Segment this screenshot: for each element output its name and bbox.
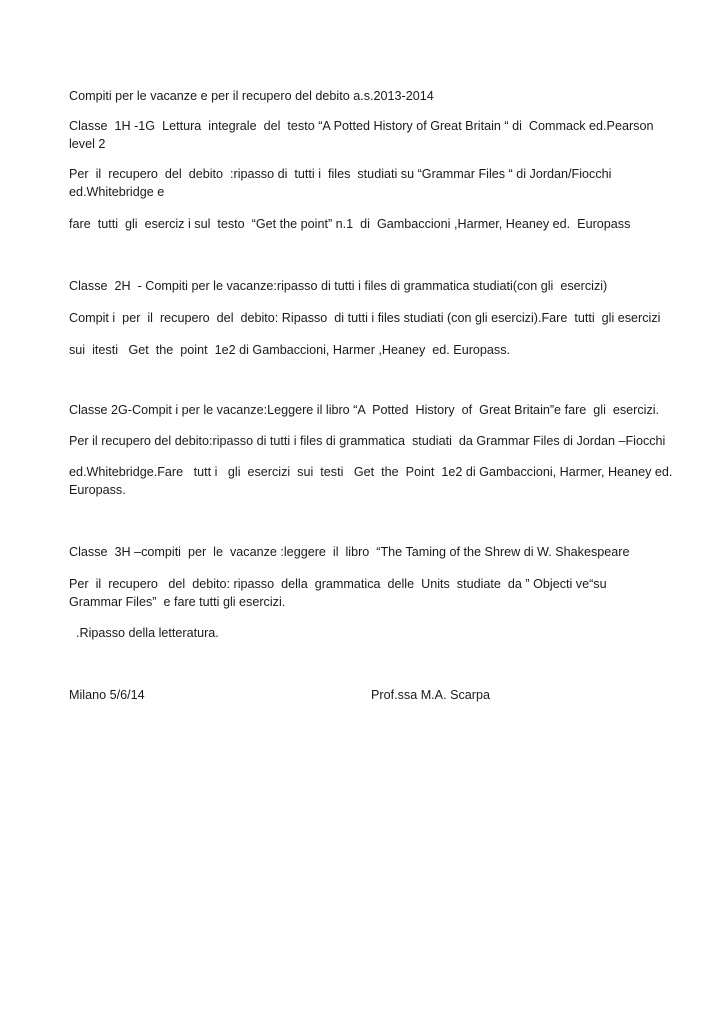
class-3h-line-1: Classe 3H –compiti per le vacanze :leggere il libro “The Taming of the Shrew di W. Shakespeare: [69, 545, 630, 559]
class-2h-line-2: Compit i per il recupero del debito: Ripasso di tutti i files studiati (con gli esercizi).Fare tutti gli esercizi: [69, 311, 661, 325]
place-date: Milano 5/6/14: [69, 688, 145, 702]
class-3h-line-3: Grammar Files” e fare tutti gli esercizi.: [69, 595, 286, 609]
class-2g-line-3: ed.Whitebridge.Fare tutt i gli esercizi sui testi Get the Point 1e2 di Gambaccioni, Harmer, Heaney ed.: [69, 465, 673, 479]
class-2g-line-1: Classe 2G-Compit i per le vacanze:Leggere il libro “A Potted History of Great Britain”e fare gli esercizi.: [69, 403, 660, 417]
recupero-1-line-2: ed.Whitebridge e: [69, 185, 165, 199]
class-2g-line-2: Per il recupero del debito:ripasso di tutti i files di grammatica studiati da Grammar Files di Jordan –Fiocchi: [69, 434, 666, 448]
class-2h-line-1: Classe 2H - Compiti per le vacanze:ripasso di tutti i files di grammatica studiati(con gli esercizi): [69, 279, 608, 293]
class-2g-line-4: Europass.: [69, 483, 126, 497]
class-2h-line-3: sui itesti Get the point 1e2 di Gambaccioni, Harmer ,Heaney ed. Europass.: [69, 343, 510, 357]
class-3h-line-2: Per il recupero del debito: ripasso della grammatica delle Units studiate da ” Objecti ve“su: [69, 577, 607, 591]
esercizi-1-line: fare tutti gli eserciz i sul testo “Get the point” n.1 di Gambaccioni ,Harmer, Heaney ed. Europass: [69, 217, 631, 231]
document-title: Compiti per le vacanze e per il recupero del debito a.s.2013-2014: [69, 89, 434, 103]
signature: Prof.ssa M.A. Scarpa: [371, 688, 490, 702]
class-1h-1g-line-1: Classe 1H -1G Lettura integrale del testo “A Potted History of Great Britain “ di Commack ed.Pearson: [69, 119, 654, 133]
class-1h-1g-line-2: level 2: [69, 137, 106, 151]
recupero-1-line-1: Per il recupero del debito :ripasso di tutti i files studiati su “Grammar Files “ di Jordan/Fiocchi: [69, 167, 612, 181]
ripasso-letteratura-line: .Ripasso della letteratura.: [69, 626, 219, 640]
